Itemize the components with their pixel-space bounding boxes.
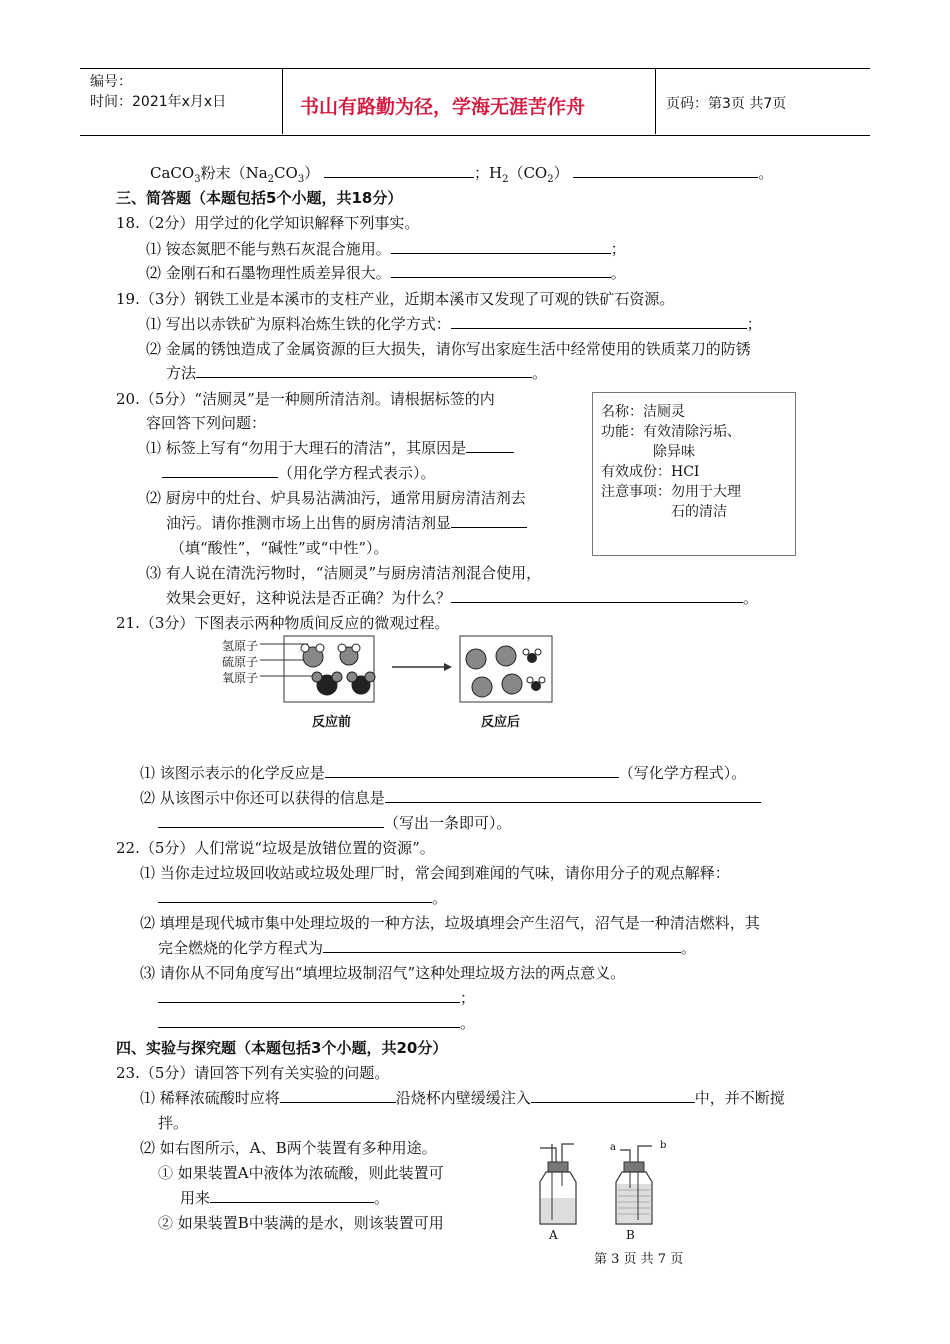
answer-blank[interactable] bbox=[451, 588, 743, 603]
q20-part3b: 效果会更好，这种说法是否正确？为什么？ 。 bbox=[166, 589, 759, 607]
header-motto: 书山有路勤为径，学海无涯苦作舟 bbox=[300, 96, 586, 118]
q23-stem: 23.（5分）请回答下列有关实验的问题。 bbox=[116, 1064, 390, 1082]
q18-stem: 18.（2分）用学过的化学知识解释下列事实。 bbox=[116, 214, 420, 232]
answer-blank[interactable] bbox=[324, 163, 474, 178]
q22-part3-blank2: 。 bbox=[158, 1012, 475, 1033]
q22-part3-blank1: ； bbox=[158, 987, 475, 1008]
answer-blank[interactable] bbox=[158, 888, 432, 903]
figure-label-b: B bbox=[626, 1228, 635, 1242]
q23-part2-2: ② 如果装置B中装满的是水，则该装置可用 bbox=[158, 1214, 444, 1232]
product-label-box bbox=[592, 392, 796, 556]
answer-blank[interactable] bbox=[210, 1188, 374, 1203]
q20-part2b: 油污。请你推测市场上出售的厨房清洁剂显 bbox=[166, 512, 527, 533]
q21-stem: 21.（3分）下图表示两种物质间反应的微观过程。 bbox=[116, 614, 450, 632]
header-meta bbox=[90, 72, 226, 112]
q23-part1-cont: 拌。 bbox=[158, 1114, 189, 1132]
serial-label: 编号： bbox=[90, 74, 132, 90]
answer-blank[interactable] bbox=[158, 813, 384, 828]
before-caption: 反应前 bbox=[312, 715, 352, 730]
q20-stem-line2: 容回答下列问题： bbox=[146, 414, 267, 432]
date-label: 时间：2021年x月x日 bbox=[90, 94, 227, 110]
legend-oxygen: 氧原子 bbox=[222, 671, 259, 685]
q19-part2: ⑵ 金属的锈蚀造成了金属资源的巨大损失，请你写出家庭生活中经常使用的铁质菜刀的防锈 bbox=[146, 340, 751, 358]
figure-label-a: A bbox=[549, 1228, 558, 1242]
q20-part2a: ⑵ 厨房中的灶台、炉具易沾满油污，通常用厨房清洁剂去 bbox=[146, 489, 526, 507]
answer-blank[interactable] bbox=[451, 314, 747, 329]
q21-part2b: （写出一条即可）。 bbox=[158, 812, 512, 833]
gas-bottles-figure bbox=[526, 1140, 686, 1240]
answer-blank[interactable] bbox=[158, 1013, 460, 1028]
answer-blank[interactable] bbox=[158, 988, 460, 1003]
answer-blank[interactable] bbox=[573, 163, 758, 178]
q19-part1: ⑴ 写出以赤铁矿为原料冶炼生铁的化学方式： ； bbox=[146, 315, 762, 333]
q22-stem: 22.（5分）人们常说“垃圾是放错位置的资源”。 bbox=[116, 839, 435, 857]
label-name: 名称：洁厕灵 bbox=[601, 404, 685, 420]
label-function-cont: 除异味 bbox=[653, 444, 695, 460]
answer-blank[interactable] bbox=[325, 763, 619, 778]
q23-part2-1: ① 如果装置A中液体为浓硫酸，则此装置可 bbox=[158, 1164, 444, 1182]
q22-part1: ⑴ 当你走过垃圾回收站或垃圾处理厂时，常会闻到难闻的气味，请你用分子的观点解释： bbox=[140, 864, 730, 882]
q19-part2b: 方法 。 bbox=[166, 364, 548, 382]
q20-part3a: ⑶ 有人说在清洗污物时，“洁厕灵”与厨房清洁剂混合使用， bbox=[146, 564, 542, 582]
q21-part2: ⑵ 从该图示中你还可以获得的信息是 bbox=[140, 787, 761, 808]
legend-sulfur: 硫原子 bbox=[222, 655, 259, 669]
legend-hydrogen: 氢原子 bbox=[222, 639, 259, 653]
answer-blank[interactable] bbox=[451, 513, 527, 528]
q18-part1: ⑴ 铵态氮肥不能与熟石灰混合施用。 ； bbox=[146, 240, 626, 258]
label-note-cont: 石的清洁 bbox=[671, 504, 727, 520]
q19-stem: 19.（3分）钢铁工业是本溪市的支柱产业，近期本溪市又发现了可观的铁矿石资源。 bbox=[116, 290, 675, 308]
answer-blank[interactable] bbox=[391, 263, 611, 278]
section-4-heading: 四、实验与探究题（本题包括3个小题，共20分） bbox=[116, 1039, 448, 1057]
q20-part2c: （填“酸性”，“碱性”或“中性”）。 bbox=[170, 539, 389, 557]
header-divider-2 bbox=[655, 68, 656, 134]
label-note: 注意事项：勿用于大理 bbox=[601, 484, 741, 500]
answer-blank[interactable] bbox=[466, 438, 514, 453]
answer-blank[interactable] bbox=[391, 239, 611, 254]
label-function: 功能：有效清除污垢、 bbox=[601, 424, 741, 440]
header-divider-1 bbox=[282, 68, 283, 134]
q20-stem-line1: 20.（5分）“洁厕灵”是一种厕所清洁剂。请根据标签的内 bbox=[116, 390, 495, 408]
q23-part2-1b: 用来 。 bbox=[180, 1189, 390, 1207]
q22-part2b: 完全燃烧的化学方程式为 。 bbox=[158, 939, 697, 957]
section-3-heading: 三、简答题（本题包括5个小题，共18分） bbox=[116, 189, 403, 207]
answer-blank[interactable] bbox=[531, 1088, 695, 1103]
page-footer: 第 3 页 共 7 页 bbox=[594, 1252, 684, 1267]
answer-blank[interactable] bbox=[162, 463, 278, 478]
q20-part1b: （用化学方程式表示）。 bbox=[162, 462, 436, 483]
figure-port-b: b bbox=[660, 1140, 667, 1151]
top-continuation-line: CaCO$_3$粉末$(Na_2CO_3)$ ；$H_2(CO_2)$ 。 bbox=[150, 164, 774, 185]
q23-part2: ⑵ 如右图所示，A、B两个装置有多种用途。 bbox=[140, 1139, 437, 1157]
answer-blank[interactable] bbox=[323, 938, 681, 953]
q22-part1b: 。 bbox=[158, 887, 447, 908]
answer-blank[interactable] bbox=[385, 788, 761, 803]
q21-part1: ⑴ 该图示表示的化学反应是 （写化学方程式）。 bbox=[140, 764, 747, 782]
header-page-label: 页码：第3页 共7页 bbox=[666, 96, 787, 112]
after-caption: 反应后 bbox=[481, 715, 521, 730]
q22-part3: ⑶ 请你从不同角度写出“填埋垃圾制沼气”这种处理垃圾方法的两点意义。 bbox=[140, 964, 626, 982]
q20-part1a: ⑴ 标签上写有“勿用于大理石的清洁”，其原因是 bbox=[146, 437, 514, 458]
q18-part2: ⑵ 金刚石和石墨物理性质差异很大。 。 bbox=[146, 264, 626, 282]
answer-blank[interactable] bbox=[196, 363, 532, 378]
figure-port-a: a bbox=[610, 1142, 616, 1153]
answer-blank[interactable] bbox=[280, 1088, 396, 1103]
label-ingredient: 有效成份：HCI bbox=[601, 464, 700, 480]
q23-part1: ⑴ 稀释浓硫酸时应将 沿烧杯内壁缓缓注入 中，并不断搅 bbox=[140, 1089, 785, 1107]
q22-part2: ⑵ 填埋是现代城市集中处理垃圾的一种方法，垃圾填埋会产生沼气，沼气是一种清洁燃料，其 bbox=[140, 914, 760, 932]
